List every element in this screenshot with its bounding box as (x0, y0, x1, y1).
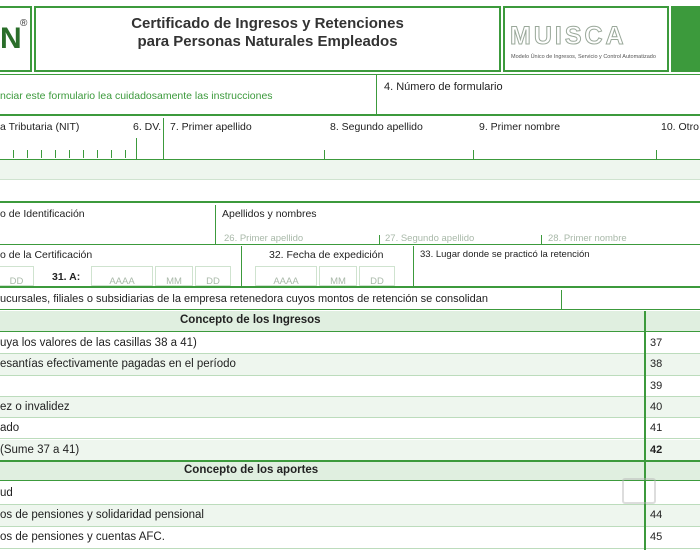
row-label: esantías efectivamente pagadas en el período (0, 358, 236, 371)
row-value-field[interactable] (666, 483, 700, 504)
table-row (0, 440, 700, 461)
expedicion-divider (241, 246, 242, 288)
row-value-field[interactable] (666, 527, 700, 548)
ph-primer-apellido: 26. Primer apellido (224, 233, 304, 244)
primer-apellido-field[interactable] (164, 134, 324, 158)
otros-nombres-label: 10. Otro (661, 121, 699, 133)
ingresos-header-right (646, 311, 700, 332)
row-number: 41 (650, 422, 663, 435)
exp-dd-ph: DD (370, 276, 384, 287)
employee-row (0, 205, 700, 245)
fecha-expedicion-label: 32. Fecha de expedición (269, 249, 384, 261)
registered-mark: ® (20, 18, 28, 29)
doc-id-field[interactable] (0, 221, 214, 243)
title-box (34, 6, 501, 72)
row-label: os de pensiones y solidaridad pensional (0, 509, 204, 521)
primer-nombre-label: 9. Primer nombre (479, 121, 561, 133)
row-number: 38 (650, 358, 663, 371)
sucursales-row (0, 290, 700, 310)
period-to-aaaa-ph: AAAA (109, 276, 135, 287)
row-number: 45 (650, 531, 663, 543)
table-row (0, 483, 700, 505)
form-title-line2: para Personas Naturales Empleados (137, 33, 398, 50)
row-number: 39 (650, 379, 663, 392)
ingresos-title: Concepto de los Ingresos (180, 314, 321, 326)
table-row (0, 527, 700, 549)
segundo-apellido-label: 8. Segundo apellido (330, 121, 423, 133)
sucursales-field[interactable] (562, 290, 700, 309)
nit-field[interactable] (0, 134, 136, 158)
table-row (0, 333, 700, 354)
table-row (0, 418, 700, 439)
period-to-mm[interactable] (155, 266, 193, 286)
row-label: uya los valores de las casillas 38 a 41) (0, 337, 197, 349)
row-value-field[interactable] (666, 505, 700, 526)
ph-tick-1 (379, 235, 380, 245)
row-value-field[interactable] (666, 440, 700, 460)
exp-mm[interactable] (319, 266, 357, 286)
segundo-apellido-field[interactable] (325, 134, 473, 158)
dv-field[interactable] (137, 134, 162, 158)
row-number: 40 (650, 400, 663, 413)
table-row (0, 397, 700, 418)
period-row (0, 246, 700, 288)
lugar-retencion-field[interactable] (414, 264, 700, 286)
exp-aaaa[interactable] (255, 266, 317, 286)
taxpayer-row (0, 118, 700, 160)
sucursales-text: ucursales, filiales o subsidiarias de la empresa retenedora cuyos montos de retención se consolidan (0, 293, 488, 305)
blank-stripe-1 (0, 160, 700, 180)
corner-green-block (671, 6, 700, 72)
form-title-line1: Certificado de Ingresos y Retenciones (131, 15, 404, 32)
blank-stripe-2 (0, 181, 700, 203)
primer-nombre-field[interactable] (474, 134, 656, 158)
period-to-dd[interactable] (195, 266, 231, 286)
ph-tick-2 (541, 235, 542, 245)
exp-mm-ph: MM (330, 276, 346, 287)
dian-logo-mark: N (0, 22, 22, 55)
row-number: 44 (650, 509, 663, 521)
table-row (0, 376, 700, 397)
instructions-row (0, 74, 700, 116)
row-value-field[interactable] (666, 333, 700, 353)
row-label: ud (0, 487, 13, 499)
muisca-box (503, 6, 669, 72)
period-from-dd-ph: DD (9, 276, 24, 287)
row-value-field[interactable] (666, 397, 700, 417)
ph-primer-nombre: 28. Primer nombre (548, 233, 627, 244)
ph-segundo-apellido: 27. Segundo apellido (385, 233, 475, 244)
row-label: ado (0, 422, 20, 435)
muisca-subtitle: Modelo Único de Ingresos, Servicio y Control Automatizado (511, 54, 656, 60)
exp-aaaa-ph: AAAA (273, 276, 299, 287)
dv-label: 6. DV. (133, 121, 162, 133)
period-to-aaaa[interactable] (91, 266, 153, 286)
row-number: 42 (650, 443, 663, 456)
row-label: os de pensiones y cuentas AFC. (0, 531, 165, 543)
row-label: ez o invalidez (0, 400, 70, 413)
cert-period-label: o de la Certificación (0, 249, 93, 261)
number-column-divider (644, 311, 646, 550)
table-row (0, 354, 700, 375)
muisca-logo: MUISCA (510, 22, 627, 50)
period-to-mm-ph: MM (166, 276, 182, 287)
ingresos-header (0, 311, 644, 332)
watermark-book-icon (622, 478, 656, 504)
names-label: Apellidos y nombres (222, 208, 317, 220)
exp-dd[interactable] (359, 266, 395, 286)
aportes-title: Concepto de los aportes (184, 464, 319, 476)
primer-apellido-label: 7. Primer apellido (170, 121, 252, 133)
form-number-label: 4. Número de formulario (384, 81, 503, 93)
period-from-dd[interactable] (0, 266, 34, 286)
instructions-text: nciar este formulario lea cuidadosamente las instrucciones (0, 90, 273, 102)
aportes-header (0, 460, 644, 481)
otros-tick (656, 150, 657, 160)
names-divider (215, 205, 216, 245)
doc-id-label: o de Identificación (0, 208, 85, 220)
row-label: (Sume 37 a 41) (0, 443, 80, 456)
table-row (0, 505, 700, 527)
row-value-field[interactable] (666, 354, 700, 374)
instructions-divider (376, 75, 377, 114)
lugar-retencion-label: 33. Lugar donde se practicó la retención (420, 249, 590, 260)
row-value-field[interactable] (666, 418, 700, 438)
period-to-label: 31. A: (52, 271, 81, 283)
row-value-field[interactable] (666, 376, 700, 396)
nit-label: a Tributaria (NIT) (0, 121, 80, 133)
form-number-field[interactable] (384, 95, 700, 113)
dian-logo-box (0, 6, 32, 72)
period-to-dd-ph: DD (206, 276, 220, 287)
row-number: 37 (650, 337, 663, 349)
